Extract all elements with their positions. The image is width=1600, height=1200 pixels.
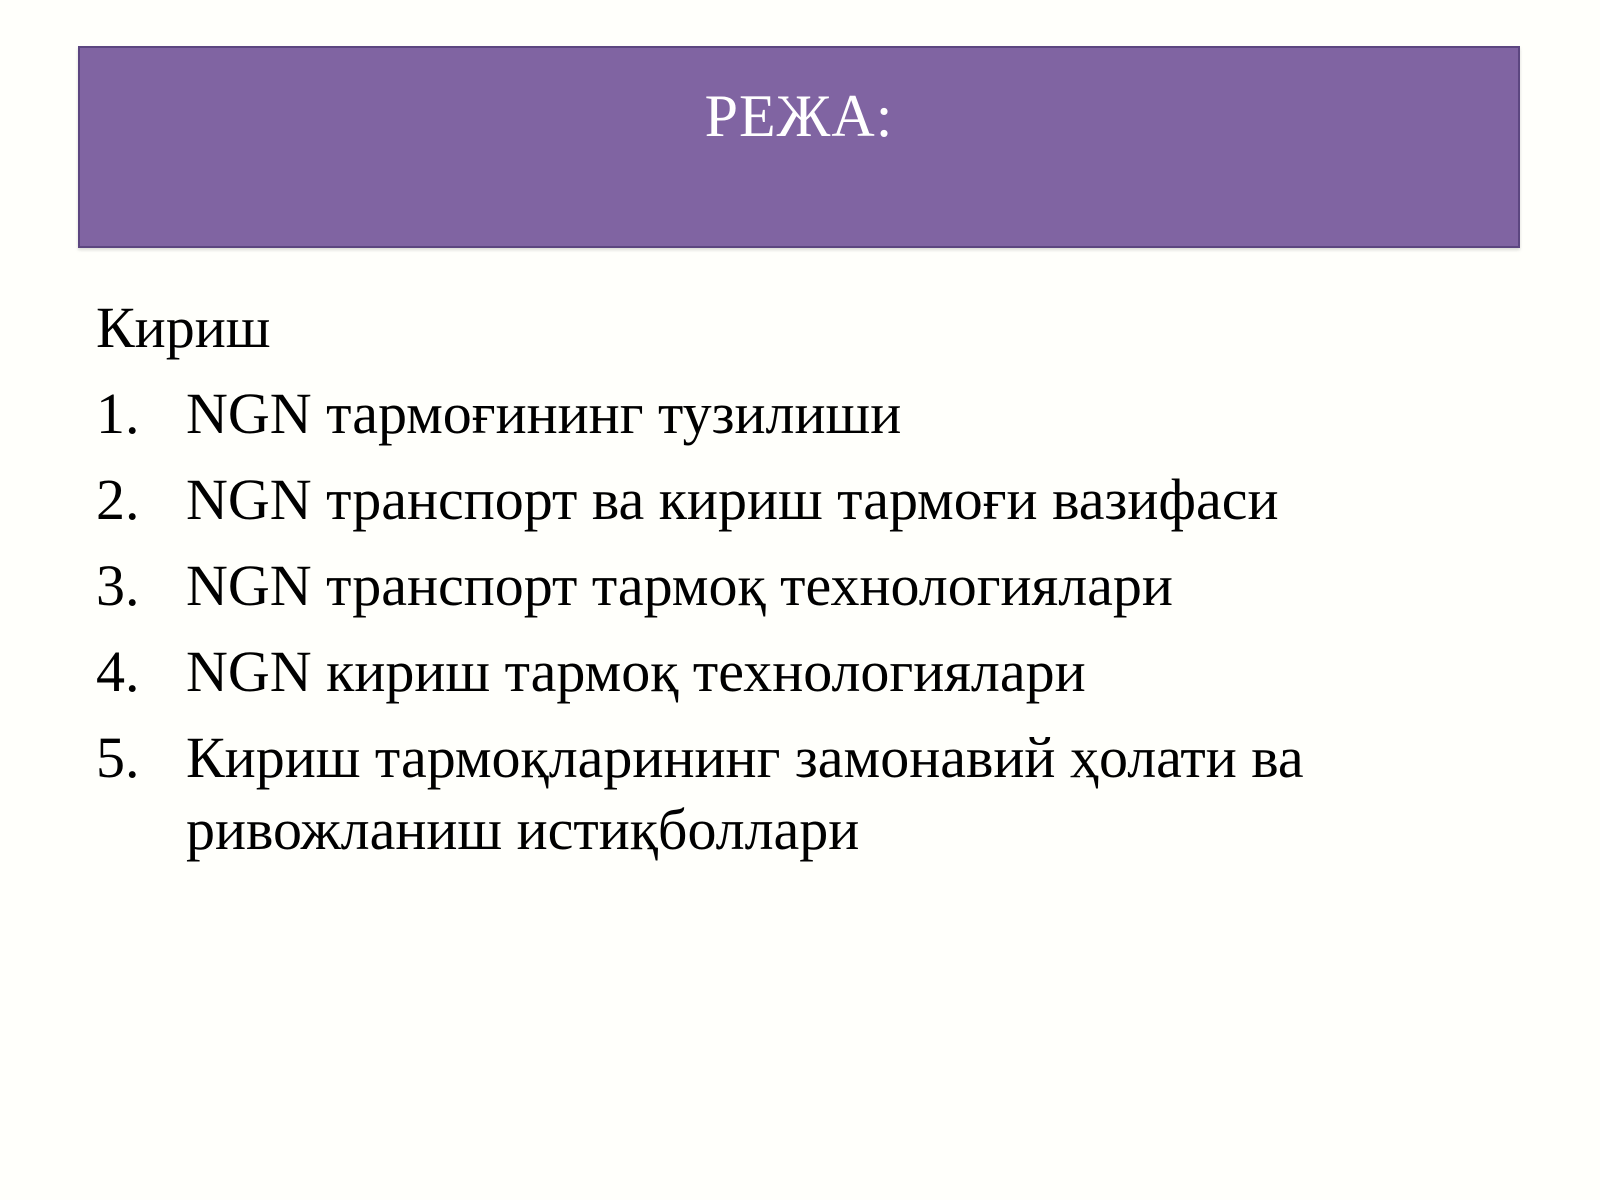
intro-line: Кириш <box>96 295 271 360</box>
list-item-number: 3. <box>96 553 140 618</box>
list-item <box>96 636 1516 708</box>
list-item <box>96 550 1516 622</box>
list-item-text: NGN тармоғининг тузилиши <box>186 381 902 446</box>
plan-list <box>96 378 1516 866</box>
list-item-text: Кириш тармоқларининг замонавий ҳолати ва ривожланиш истиқболлари <box>186 725 1304 862</box>
list-item-number: 2. <box>96 467 140 532</box>
list-item <box>96 464 1516 536</box>
title-banner <box>78 46 1520 248</box>
list-item-text: NGN транспорт тармоқ технологиялари <box>186 553 1173 618</box>
list-item-text: NGN транспорт ва кириш тармоғи вазифаси <box>186 467 1279 532</box>
list-item-number: 4. <box>96 639 140 704</box>
list-item <box>96 378 1516 450</box>
list-item-number: 5. <box>96 725 140 790</box>
list-item <box>96 722 1516 866</box>
slide-content <box>96 292 1516 880</box>
list-item-number: 1. <box>96 381 140 446</box>
list-item-text: NGN кириш тармоқ технологиялари <box>186 639 1086 704</box>
slide-title: РЕЖА: <box>704 83 894 149</box>
